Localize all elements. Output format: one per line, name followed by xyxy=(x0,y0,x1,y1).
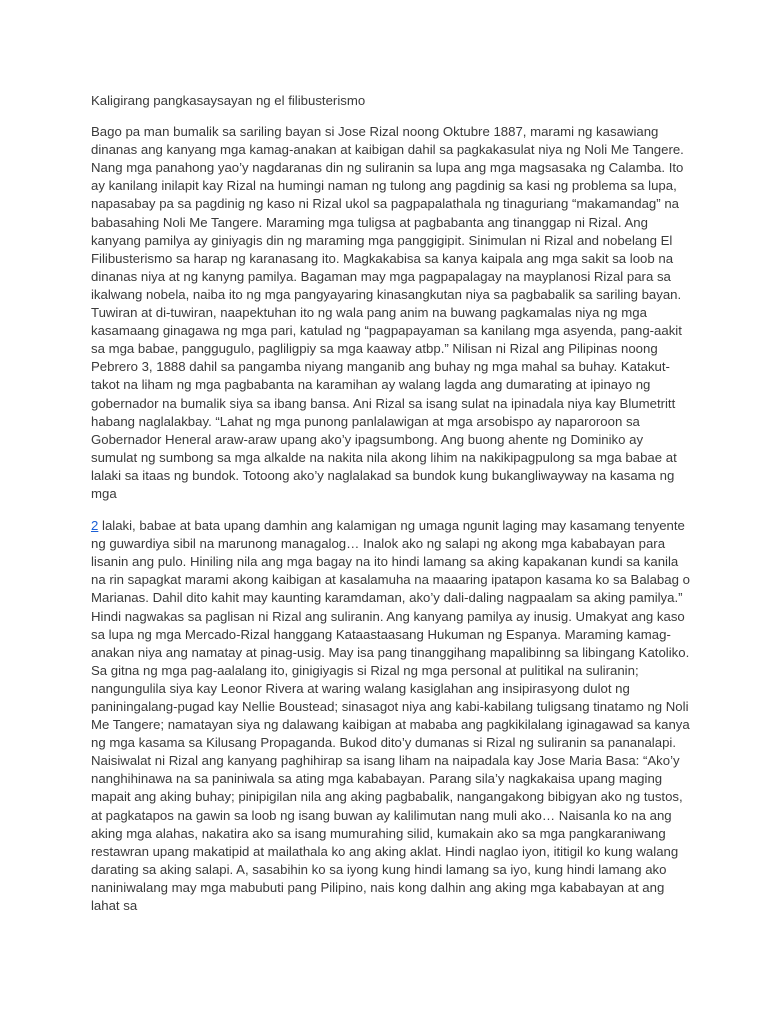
paragraph xyxy=(91,517,691,915)
document-page xyxy=(91,92,691,929)
document-title: Kaligirang pangkasaysayan ng el filibusterismo xyxy=(91,93,366,108)
page-number-link[interactable]: 2 xyxy=(91,518,99,534)
paragraph: Bago pa man bumalik sa sariling bayan si Jose Rizal noong Oktubre 1887, marami ng kasawiang dinanas ang kanyang mga kamag-anakan at kaibigan dahil sa pagkakasulat niya ng Noli Me Tangere. Nang mga panahong yao’y nagdaranas din ng suliranin sa lupa ang mga magsasaka ng Calamba. Ito ay kanilang inilapit kay Rizal na humingi naman ng tulong ang pagdinig sa kasi ng problema sa lupa, napasabay pa sa pagdinig ng kaso ni Rizal ukol sa pagpapalathala ng tinaguriang “makamandag” na babasahing Noli Me Tangere. Maraming mga tuligsa at pagbabanta ang tinanggap ni Rizal. Ang kanyang pamilya ay giniyagis din ng maraming mga panggigipit. Sinimulan ni Rizal and nobelang El Filibusterismo sa harap ng karanasang ito. Magkakabisa sa kanya kaipala ang mga sakit sa loob na dinanas niya at ng kanyng pamilya. Bagaman may mga pagpapalagay na mayplanosi Rizal para sa ikalwang nobela, naiba ito ng mga pangyayaring kinasangkutan niya sa pagbabalik sa sariling bayan. Tuwiran at di-tuwiran, naapektuhan ito ng wala pang anim na buwang pagkamalas niya ng mga kasamaang ginagawa ng mga pari, katulad ng “pagpapayaman sa kanilang mga asyenda, pang-aakit sa mga babae, panggugulo, pagliligpiy sa mga kaaway atbp.” Nilisan ni Rizal ang Pilipinas noong Pebrero 3, 1888 dahil sa pangamba niyang manganib ang buhay ng mga mahal sa buhay. Katakut-takot na liham ng mga pagbabanta na karamihan ay walang lagda ang dumarating at ipinayo ng gobernador na bumalik siya sa ibang bansa. Ani Rizal sa isang sulat na ipinadala niya kay Blumetritt habang naglalakbay. “Lahat ng mga punong panlalawigan at mga arsobispo ay naparoroon sa Gobernador Heneral araw-araw upang ako’y ipagsumbong. Ang buong ahente ng Dominiko ay sumulat ng sumbong sa mga alkalde na nakita nila akong lihim na nakikipagpulong sa mga babae at lalaki sa itaas ng bundok. Totoong ako’y naglalakad sa bundok kung bukangliwayway na kasama ng mga xyxy=(91,124,684,501)
paragraph-text: lalaki, babae at bata upang damhin ang kalamigan ng umaga ngunit laging may kasamang tenyente ng guwardiya sibil na marunong managalog… Inalok ako ng salapi ng akong mga kababayan para lisanin ang pulo. Hiniling nila ang mga bagay na ito hindi lamang sa aking kapakanan kundi sa kanila na rin sapagkat marami akong kaibigan at kasalamuha na maaaring ipatapon kasama ko sa Balabag o Marianas. Dahil dito kahit may kaunting karamdaman, ako’y dali-daling nagpaalam sa aking pamilya.” Hindi nagwakas sa paglisan ni Rizal ang suliranin. Ang kanyang pamilya ay inusig. Umakyat ang kaso sa lupa ng mga Mercado-Rizal hanggang Kataastaasang Hukuman ng Espanya. Maraming kamag-anakan niya ang namatay at pinag-usig. May isa pang tinanggihang mapalibinng sa libingang Katoliko. Sa gitna ng mga pag-aalalang ito, ginigiyagis si Rizal ng mga personal at pulitikal na suliranin; nangungulila siya kay Leonor Rivera at waring walang kasiglahan ang insipirasyong dulot ng paniningalang-pugad kay Nellie Boustead; sinasagot niya ang kabi-kabilang tuligsang tinatamo ng Noli Me Tangere; namatayan siya ng dalawang kaibigan at mababa ang pagkikilalang iginagawad sa kanya ng mga kasama sa Kilusang Propaganda. Bukod dito’y dumanas si Rizal ng suliranin sa pananalapi. Naisiwalat ni Rizal ang kanyang paghihirap sa isang liham na naipadala kay Jose Maria Basa: “Ako’y nanghihinawa na sa paniniwala sa ating mga kababayan. Parang sila’y nagkakaisa upang maging mapait ang aking buhay; pinipigilan nila ang aking pagbabalik, nangangakong bibigyan ako ng tustos, at pagkatapos na gawin sa loob ng isang buwan ay kalilimutan nang muli ako… Naisanla ko na ang aking mga alahas, nakatira ako sa isang mumurahing silid, kumakain ako sa mga pangkaraniwang restawran upang makatipid at mailathala ko ang aking aklat. Hindi naglao iyon, ititigil ko kung walang darating sa aking salapi. A, sasabihin ko sa iyong kung hindi lamang sa iyo, kung hindi lamang ako naniniwalang may mga mabubuti pang Pilipino, nais kong dalhin ang aking mga kababayan at ang lahat sa xyxy=(91,518,690,914)
